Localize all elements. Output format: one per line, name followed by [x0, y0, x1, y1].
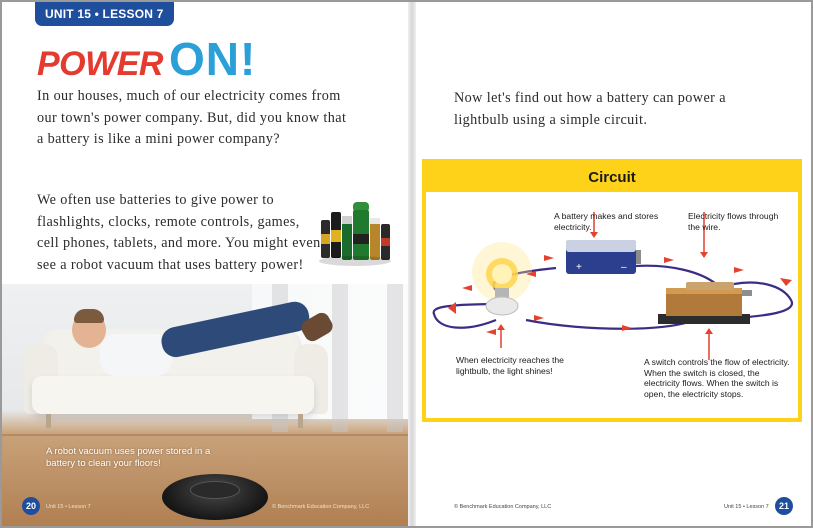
circuit-panel [422, 159, 802, 422]
flow-arrow-10 [486, 329, 496, 335]
flow-arrow-9 [622, 325, 632, 331]
battery-label: A battery makes and stores electricity. [554, 211, 659, 232]
battery-icon [319, 202, 391, 266]
battery [566, 240, 641, 274]
intro-paragraph: In our houses, much of our electricity comes from our town's power company. But, did you know that a battery is like a mini power company? [37, 88, 347, 147]
flow-arrow-6 [780, 278, 792, 286]
footer-copyright-left: © Benchmark Education Company, LLC [272, 504, 370, 510]
title-word-power: POWER [37, 45, 163, 83]
page-number-right: 21 [775, 497, 793, 515]
circuit-title: Circuit [426, 163, 798, 192]
footer-copyright-right: © Benchmark Education Company, LLC [454, 504, 552, 510]
flow-arrow-3 [544, 255, 554, 261]
switch [658, 282, 752, 324]
photo-caption: A robot vacuum uses power stored in a battery to clean your floors! [46, 446, 211, 469]
batteries-image [315, 190, 395, 270]
flow-arrow-7 [448, 302, 456, 314]
batteries-paragraph: We often use batteries to give power to flashlights, clocks, remote controls, games, cell phones, tablets, and more. You might even see a robot vacuum that uses battery power! [37, 192, 321, 273]
footer-unit-left: Unit 15 • Lesson 7 [46, 504, 91, 510]
living-room-photo [2, 284, 408, 526]
robot-vacuum [162, 474, 268, 520]
flow-arrow-1 [462, 285, 472, 291]
page-gutter [408, 2, 416, 526]
page-number-left: 20 [22, 497, 40, 515]
footer-unit-right: Unit 15 • Lesson 7 [724, 504, 769, 510]
title-word-on: ON! [168, 33, 257, 85]
flow-arrow-8 [534, 315, 544, 321]
page-title [37, 32, 256, 86]
unit-lesson-tab: UNIT 15 • LESSON 7 [35, 2, 174, 26]
switch-label: A switch controls the flow of electricity. When the switch is closed, the electricity flows. When the switch is open, the electricity stops. [644, 357, 790, 399]
circuit-intro-paragraph: Now let's find out how a battery can power a lightbulb using a simple circuit. [454, 90, 726, 128]
flow-arrow-4 [664, 257, 674, 263]
bulb-label: When electricity reaches the lightbulb, the light shines! [456, 355, 564, 376]
flow-arrow-5 [734, 267, 744, 273]
wire-label: Electricity flows through the wire. [688, 211, 779, 232]
battery-minus-sign: – [621, 262, 627, 273]
battery-plus-sign: + [576, 262, 582, 273]
book-spread [2, 2, 811, 526]
